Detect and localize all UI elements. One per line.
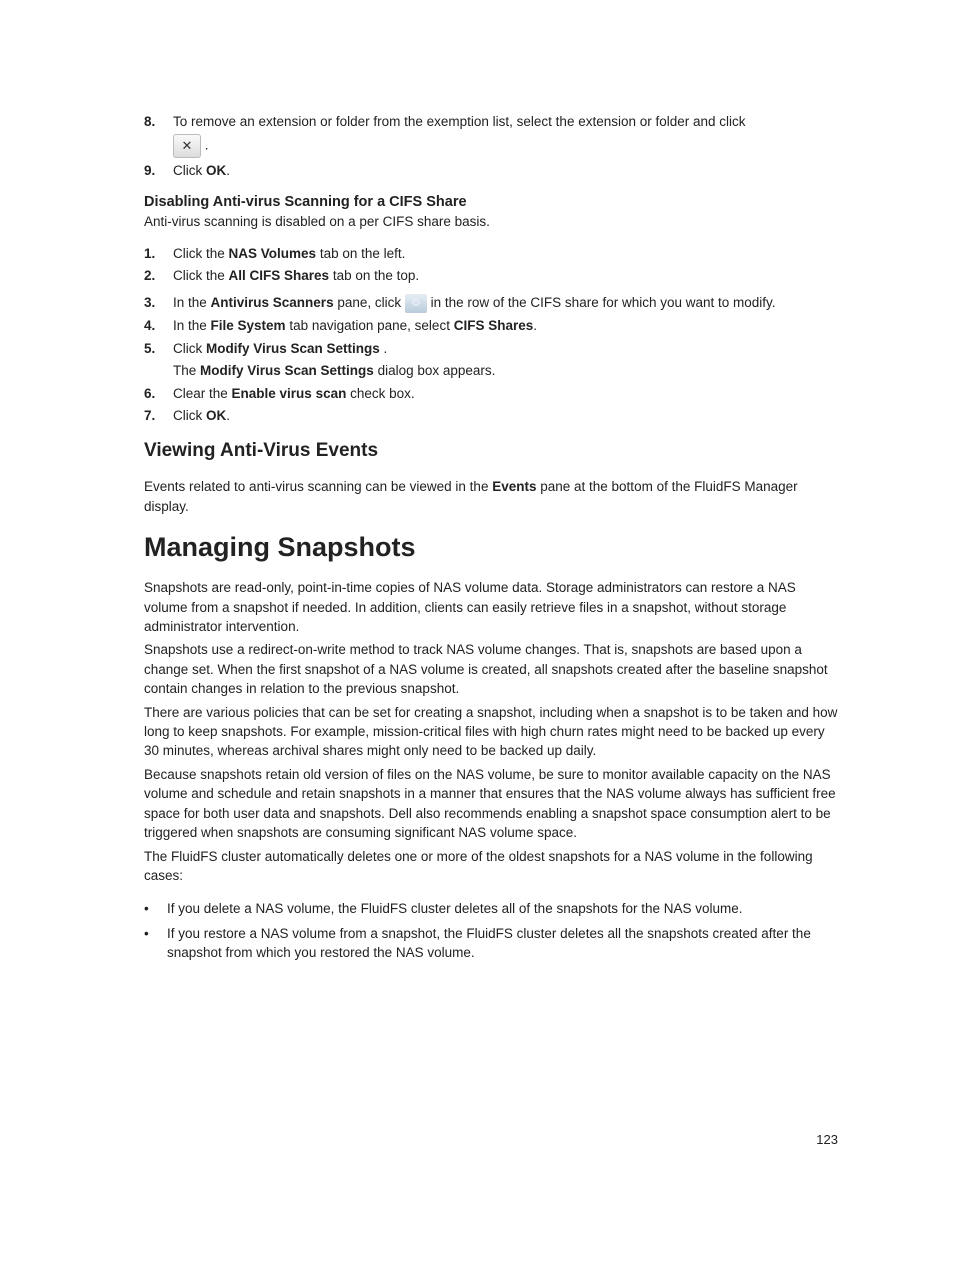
bold-term: OK bbox=[206, 408, 227, 423]
step-text bbox=[173, 316, 840, 335]
step-text bbox=[173, 112, 840, 131]
step-number: 9. bbox=[144, 163, 156, 179]
bullet-item bbox=[144, 924, 840, 963]
gear-icon: ⚙ bbox=[405, 294, 427, 313]
bold-term: Modify Virus Scan Settings bbox=[206, 340, 380, 356]
section-intro: Anti-virus scanning is disabled on a per CIFS share basis. bbox=[144, 214, 490, 230]
text-run: Events related to anti-virus scanning can be viewed in the bbox=[144, 479, 493, 495]
bullet-text: If you delete a NAS volume, the FluidFS cluster deletes all of the snapshots for the NAS volume. bbox=[167, 901, 743, 917]
step-number: 5. bbox=[144, 340, 156, 356]
text-run: pane, click bbox=[333, 295, 405, 311]
step-8 bbox=[144, 112, 840, 158]
bold-term: Modify Virus Scan Settings bbox=[200, 363, 374, 379]
bold-term: Antivirus Scanners bbox=[210, 295, 334, 311]
step-text bbox=[173, 161, 840, 180]
text-run: pane at the bottom of the FluidFS Manager display. bbox=[144, 479, 798, 514]
step-number: 6. bbox=[144, 385, 156, 401]
bold-term: NAS Volumes bbox=[228, 245, 317, 261]
step-text bbox=[173, 244, 840, 263]
text-run: . bbox=[379, 340, 388, 356]
text-run: The bbox=[173, 363, 201, 379]
step-number: 4. bbox=[144, 318, 156, 334]
step-number: 7. bbox=[144, 408, 156, 423]
step-text bbox=[173, 293, 840, 313]
text-run: Click the bbox=[173, 268, 229, 284]
text-run: tab on the top. bbox=[329, 268, 420, 284]
step-text bbox=[173, 361, 840, 380]
text-run: To remove an extension or folder from the exemption list, select the extension or folder and click bbox=[173, 114, 746, 129]
snapshot-paragraph: Snapshots are read-only, point-in-time copies of NAS volume data. Storage administrators can restore a NAS volume from a snapshot if needed. In addition, clients can easily retrieve files in a snapshot, without storage administrator intervention. bbox=[144, 580, 796, 635]
snapshot-paragraph: There are various policies that can be set for creating a snapshot, including when a snapshot is to be taken and how long to keep snapshots. For example, mission-critical files with high churn rates might need to be backed up every 30 minutes, whereas archival shares might only need to be backed up daily. bbox=[144, 704, 838, 759]
step-number: 3. bbox=[144, 295, 156, 311]
step-item bbox=[144, 406, 840, 425]
step-item bbox=[144, 339, 840, 358]
step-number: 8. bbox=[144, 114, 156, 129]
bullet-icon: • bbox=[144, 925, 149, 941]
bold-term: Enable virus scan bbox=[231, 385, 347, 401]
bold-term: CIFS Shares bbox=[453, 318, 534, 334]
text-run: . bbox=[226, 163, 231, 179]
step-text bbox=[173, 384, 840, 403]
text-run: . bbox=[226, 408, 231, 423]
events-paragraph bbox=[144, 477, 840, 516]
step-text bbox=[173, 339, 840, 358]
step-item bbox=[144, 266, 840, 285]
snapshot-paragraph: The FluidFS cluster automatically deletes one or more of the oldest snapshots for a NAS volume in the following cases: bbox=[144, 848, 813, 883]
page-heading-managing-snapshots: Managing Snapshots bbox=[144, 532, 416, 563]
text-run: dialog box appears. bbox=[373, 363, 496, 379]
step-8-suffix: . bbox=[204, 137, 209, 153]
step-item bbox=[144, 244, 840, 263]
bullet-text: If you restore a NAS volume from a snapshot, the FluidFS cluster deletes all the snapshots created after the snapshot from which you restored the NAS volume. bbox=[167, 925, 811, 961]
bold-term: OK bbox=[206, 163, 227, 179]
step-9 bbox=[144, 161, 840, 180]
text-run: Click the bbox=[173, 245, 229, 261]
text-run: check box. bbox=[346, 385, 415, 401]
text-run: tab navigation pane, select bbox=[285, 318, 454, 334]
text-run: Click bbox=[173, 163, 206, 179]
page-body bbox=[144, 112, 840, 968]
step-item bbox=[144, 293, 840, 313]
section-heading-viewing-events: Viewing Anti-Virus Events bbox=[144, 440, 379, 462]
text-run: Click bbox=[173, 340, 206, 356]
step-item bbox=[144, 384, 840, 403]
step-item bbox=[144, 361, 840, 380]
section-heading-disable-av: Disabling Anti-virus Scanning for a CIFS Share bbox=[144, 193, 467, 210]
text-run: Click bbox=[173, 408, 206, 423]
snapshot-paragraph: Snapshots use a redirect-on-write method to track NAS volume changes. That is, snapshots are based upon a change set. When the first snapshot of a NAS volume is created, all snapshots created after the baseline snapshot contain changes in relation to the previous snapshot. bbox=[144, 642, 828, 697]
remove-x-icon: ✕ bbox=[173, 134, 201, 158]
bold-term: File System bbox=[210, 318, 286, 334]
step-item bbox=[144, 316, 840, 335]
page-number: 123 bbox=[816, 1132, 838, 1147]
text-run: tab on the left. bbox=[316, 245, 406, 261]
step-text bbox=[173, 266, 840, 285]
snapshot-paragraph: Because snapshots retain old version of files on the NAS volume, be sure to monitor available capacity on the NAS volume and schedule and retain snapshots in a manner that ensures that the NAS volume always has sufficient free space for both user data and snapshots. Dell also recommends enabling a snapshot space consumption alert to be triggered when snapshots are consuming significant NAS volume space. bbox=[144, 766, 836, 841]
text-run: . bbox=[533, 318, 537, 334]
text-run: in the row of the CIFS share for which you want to modify. bbox=[426, 295, 776, 311]
text-run: Clear the bbox=[173, 385, 232, 401]
text-run: In the bbox=[173, 295, 211, 311]
bullet-item bbox=[144, 899, 840, 918]
bold-term: Events bbox=[492, 479, 537, 495]
disable-av-steps bbox=[144, 244, 840, 426]
step-text bbox=[173, 406, 840, 425]
bold-term: All CIFS Shares bbox=[228, 268, 330, 284]
step-number: 1. bbox=[144, 245, 156, 261]
text-run: In the bbox=[173, 318, 211, 334]
step-number: 2. bbox=[144, 268, 156, 284]
bullet-icon: • bbox=[144, 901, 149, 917]
